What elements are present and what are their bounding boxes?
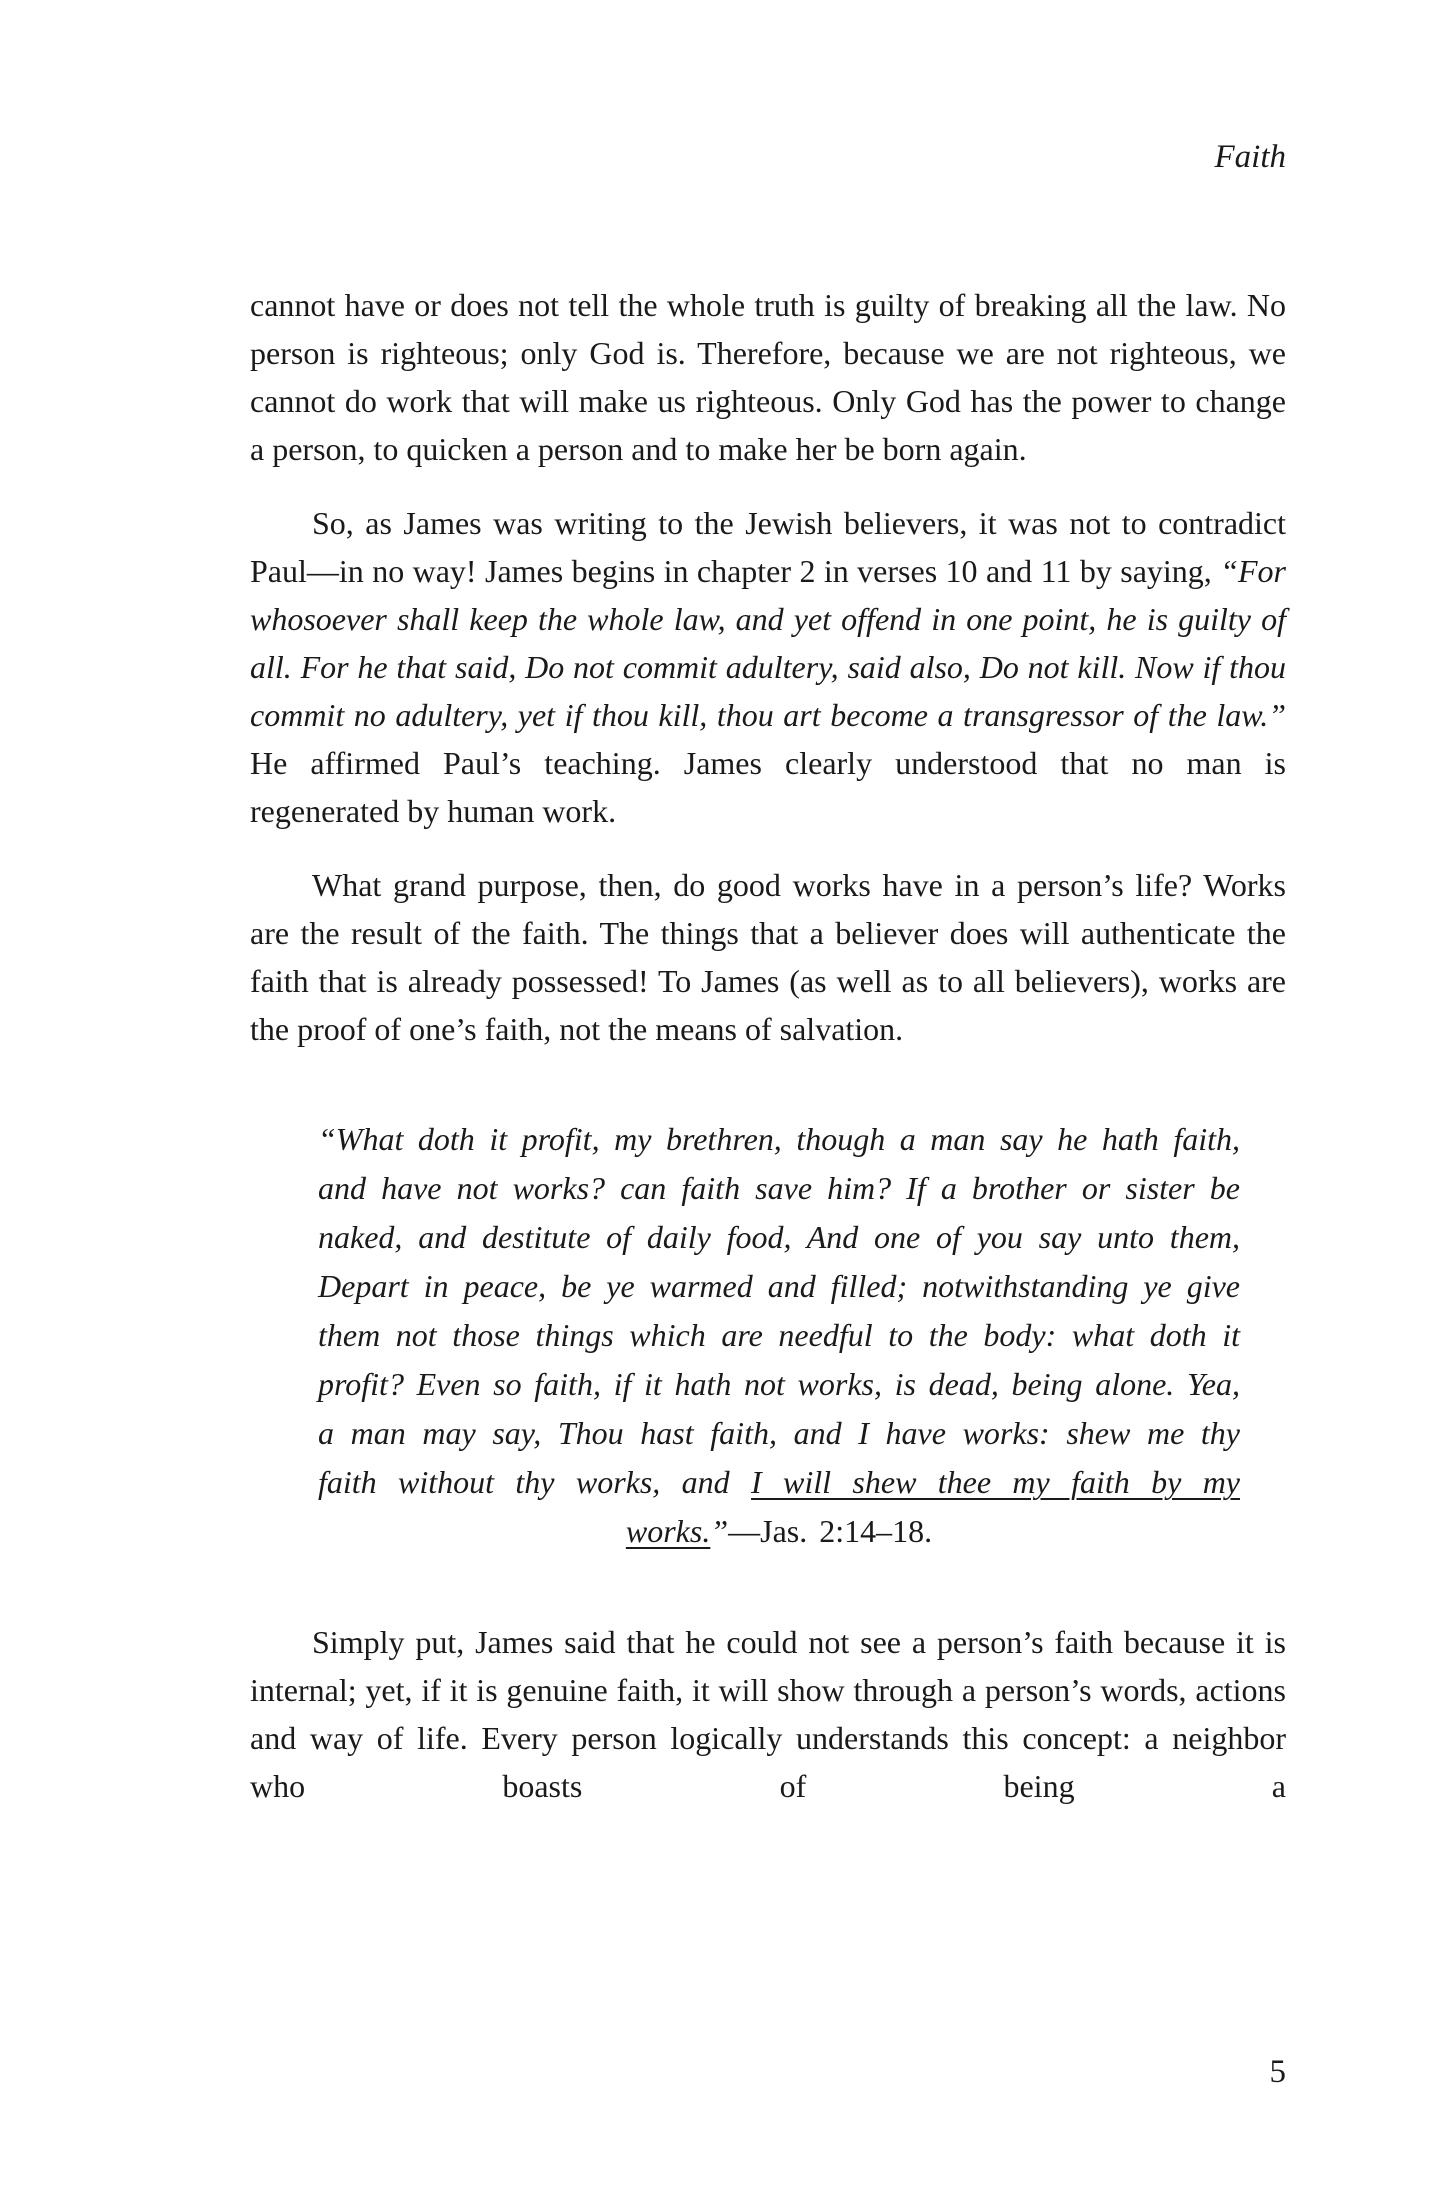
- paragraph-james-writing: [250, 499, 1286, 835]
- quote-closing-mark: ”: [710, 1513, 729, 1549]
- text-segment: What grand purpose, then, do good works have in a person’s life? Works are the result of the faith. The things that a believer does will authenticate the faith that is already possessed! To James (as well as to all believers), works are the proof of one’s faith, not the means of salvation.: [250, 867, 1286, 1047]
- scripture-inline-quote: “For whosoever shall keep the whole law, and yet offend in one point, he is guilty of all. For he that said, Do not commit adultery, said also, Do not kill. Now if thou commit no adultery, yet if thou kill, thou art become a transgressor of the law.”: [250, 553, 1286, 733]
- text-segment: Simply put, James said that he could not see a person’s faith because it is internal; yet, if it is genuine faith, it will show through a person’s words, actions and way of life. Every person logically understands this concept: a neighbor who boasts of being a: [250, 1624, 1286, 1804]
- paragraph-grand-purpose: [250, 861, 1286, 1053]
- running-header: Faith: [1214, 139, 1286, 175]
- quote-underlined-phrase: I will shew thee my faith by my works.: [625, 1464, 1241, 1549]
- quote-text: “What doth it profit, my brethren, though a man say he hath faith, and have not works? can faith save him? If a brother or sister be naked, and destitute of daily food, And one of you say unto them, Depart in peace, be ye warmed and filled; notwithstanding ye give them not those things which are needful to the body: what doth it profit? Even so faith, if it hath not works, is dead, being alone. Yea, a man may say, Thou hast faith, and I have works: shew me thy faith without thy works, and: [318, 1121, 1240, 1500]
- paragraph-continuation: [250, 281, 1286, 473]
- scripture-blockquote: [318, 1115, 1240, 1556]
- scripture-reference: —Jas. 2:14–18.: [728, 1513, 933, 1549]
- page-number: 5: [1269, 2054, 1286, 2090]
- text-segment: So, as James was writing to the Jewish believers, it was not to contradict Paul—in no way! James begins in chapter 2 in verses 10 and 11 by saying,: [250, 505, 1286, 589]
- text-segment: cannot have or does not tell the whole truth is guilty of breaking all the law. No person is righteous; only God is. Therefore, because we are not righteous, we cannot do work that will make us righteous. Only God has the power to change a person, to quicken a person and to make her be born again.: [250, 287, 1286, 467]
- paragraph-simply-put: [250, 1618, 1286, 1810]
- text-segment: He affirmed Paul’s teaching. James clearly understood that no man is regenerated by human work.: [250, 745, 1286, 829]
- page-body: [250, 281, 1286, 1836]
